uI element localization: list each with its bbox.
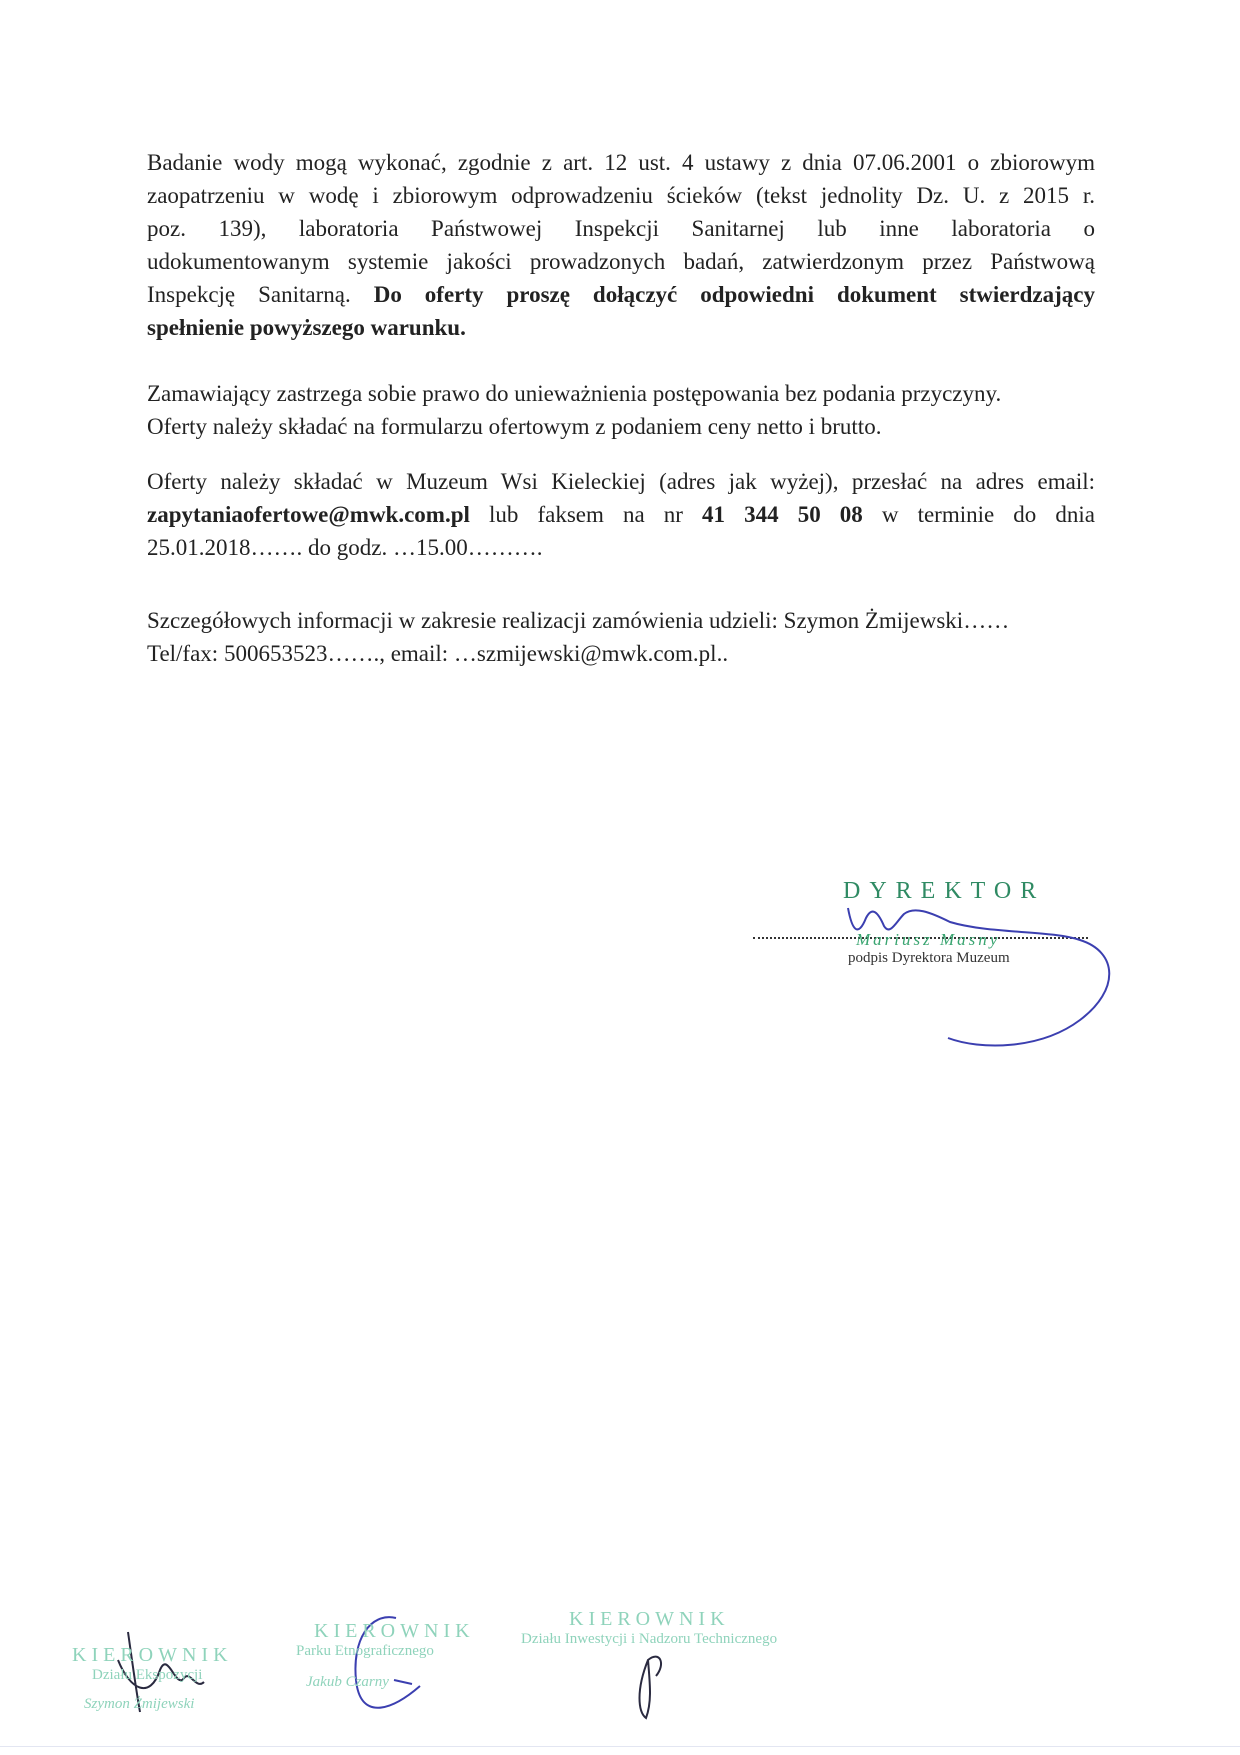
paragraph-line: zaopatrzeniu w wodę i zbiorowym odprowadzeniu ścieków (tekst jednolity Dz. U. z 2015 r. [147,183,1095,208]
bold-requirement-text: Do oferty proszę dołączyć odpowiedni dokument stwierdzający [373,282,1096,307]
paragraph-line [147,311,1095,344]
director-stamp: DYREKTOR [843,878,1046,904]
right-signature [640,1657,662,1718]
paragraph-line: Zamawiający zastrzega sobie prawo do unieważnienia postępowania bez podania przyczyny. [147,381,1002,406]
paragraph-text: Inspekcję Sanitarną. [147,282,351,307]
director-stamp-name: Mariusz Masny [856,930,1001,949]
stamp-name: Jakub Czarny [306,1674,389,1690]
bold-requirement-text: spełnienie powyższego warunku. [147,315,466,340]
stamp-left [72,1644,233,1713]
director-signature [848,908,1109,1045]
paragraph-text: lub faksem na nr [489,502,683,527]
stamp-title: KIEROWNIK [569,1608,730,1630]
paragraph-line: Tel/fax: 500653523……., email: …szmijewski@mwk.com.pl.. [147,641,729,666]
stamp-line: Parku Etnograficznego [296,1643,434,1659]
paragraph-line: udokumentowanym systemie jakości prowadzonych badań, zatwierdzonym przez Państwową [147,249,1095,274]
paragraph-line: Szczegółowych informacji w zakresie realizacji zamówienia udzieli: Szymon Żmijewski…… [147,608,1010,633]
paragraph-line [147,498,1095,531]
paragraph-line: Badanie wody mogą wykonać, zgodnie z art. 12 ust. 4 ustawy z dnia 07.06.2001 o zbiorowym [147,150,1095,175]
fax-number: 41 344 50 08 [702,502,863,527]
paragraph-reservation [147,377,1095,443]
paragraph-water-testing [147,146,1095,344]
deadline-line: 25.01.2018……. do godz. …15.00………. [147,535,543,560]
paragraph-submission [147,465,1095,564]
stamp-title: KIEROWNIK [314,1620,475,1642]
paragraph-contact [147,604,1095,670]
stamp-right [521,1608,777,1648]
stamp-middle [296,1620,475,1691]
stamp-line: Działu Inwestycji i Nadzoru Technicznego [521,1631,778,1647]
paragraph-line: Oferty należy składać na formularzu ofertowym z podaniem ceny netto i brutto. [147,414,882,439]
stamp-line: Działu Ekspozycji [92,1667,203,1683]
paragraph-text: w terminie do dnia [881,502,1095,527]
scan-edge-line [0,1746,1240,1747]
stamp-name: Szymon Żmijewski [84,1696,195,1712]
signature-caption: podpis Dyrektora Muzeum [848,950,1010,966]
paragraph-line: Oferty należy składać w Muzeum Wsi Kieleckiej (adres jak wyżej), przesłać na adres email: [147,469,1095,494]
paragraph-line [147,278,1095,311]
stamp-title: KIEROWNIK [72,1644,233,1666]
email-address: zapytaniaofertowe@mwk.com.pl [147,502,470,527]
paragraph-line: poz. 139), laboratoria Państwowej Inspekcji Sanitarnej lub inne laboratoria o [147,216,1095,241]
